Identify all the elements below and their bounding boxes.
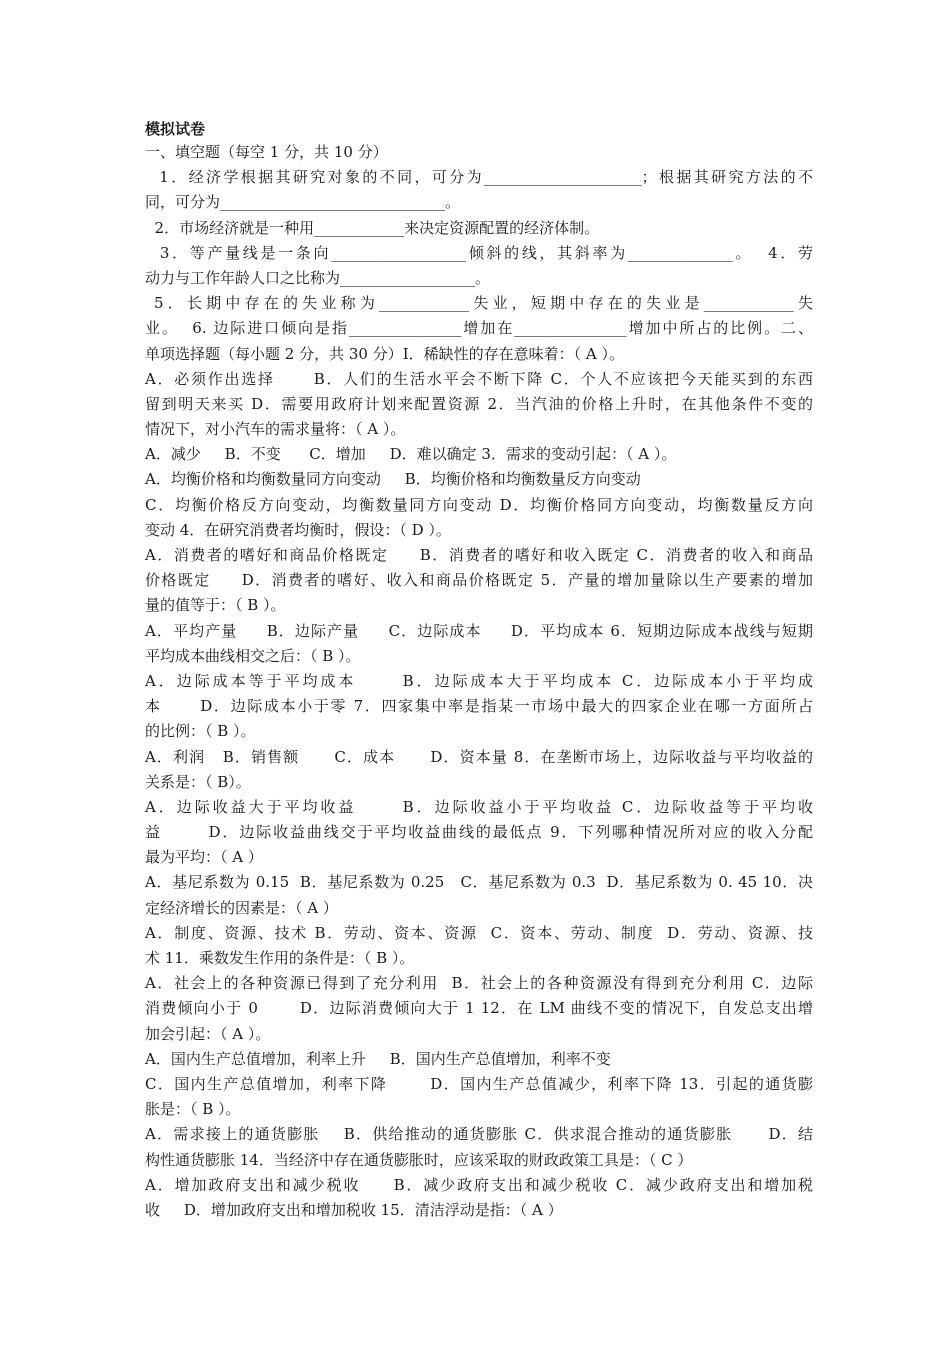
text-line: 构性通货膨胀 14．当经济中存在通货膨胀时，应该采取的财政政策工具是：（ C ） <box>145 1150 693 1169</box>
text-line: 5．长期中存在的失业称为____________失业，短期中存在的失业是____________失 <box>145 294 813 313</box>
text-line: 的比例：（ B ）。 <box>145 722 256 741</box>
text-line: 加会引起：（ A ）。 <box>145 1024 271 1043</box>
text-line: 关系是：（ B）。 <box>145 772 251 791</box>
text-line: A．社会上的各种资源已得到了充分利用 B．社会上的各种资源没有得到充分利用 C．边际 <box>145 974 813 993</box>
text-line: 术 11．乘数发生作用的条件是：（ B ）。 <box>145 949 415 967</box>
text-line: 业。 6. 边际进口倾向是指_______________增加在_______________增加中所占的比例。二、 <box>145 319 813 338</box>
text-line: 价格既定 D．消费者的嗜好、收入和商品价格既定 5．产量的增加量除以生产要素的增加 <box>145 571 813 590</box>
text-line: 情况下，对小汽车的需求量将：（ A ）。 <box>145 420 406 439</box>
text-line: 胀是：（ B ）。 <box>145 1100 241 1119</box>
text-line: A．必须作出选择 B．人们的生活水平会不断下降 C．个人不应该把今天能买到的东西 <box>145 369 813 388</box>
text-line: 定经济增长的因素是：（ A ） <box>145 898 338 917</box>
exam-page <box>145 118 813 1223</box>
text-line: 量的值等于：（ B ）。 <box>145 596 286 615</box>
text-line: 收 D．增加政府支出和增加税收 15．清洁浮动是指：（ A ） <box>145 1200 563 1219</box>
text-line: 单项选择题（每小题 2 分，共 30 分）I．稀缺性的存在意味着：（ A ）。 <box>145 344 624 363</box>
text-line: 消费倾向小于 0 D．边际消费倾向大于 1 12．在 LM 曲线不变的情况下，自发总支出增 <box>145 999 813 1018</box>
text-line: A．边际收益大于平均收益 B．边际收益小于平均收益 C．边际收益等于平均收 <box>145 797 813 816</box>
text-line: 同，可分为______________________________。 <box>145 193 461 212</box>
text-line: C．均衡价格反方向变动，均衡数量同方向变动 D．均衡价格同方向变动，均衡数量反方向 <box>145 495 813 514</box>
text-line: A．国内生产总值增加，利率上升 B．国内生产总值增加，利率不变 <box>145 1049 611 1068</box>
text-line: 益 D．边际收益曲线交于平均收益曲线的最低点 9．下列哪种情况所对应的收入分配 <box>145 823 813 842</box>
text-line: A．需求接上的通货膨胀 B．供给推动的通货膨胀 C．供求混合推动的通货膨胀 D．结 <box>145 1125 813 1144</box>
exam-body <box>145 140 813 1223</box>
text-line: A．均衡价格和均衡数量同方向变动 B．均衡价格和均衡数量反方向变动 <box>145 470 641 489</box>
text-line: 3．等产量线是一条向__________________倾斜的线，其斜率为______________。 4．劳 <box>145 243 813 262</box>
text-line: 一、填空题（每空 1 分，共 10 分） <box>145 143 388 161</box>
text-line: 平均成本曲线相交之后：（ B ）。 <box>145 646 361 665</box>
text-line: A．平均产量 B．边际产量 C．边际成本 D．平均成本 6．短期边际成本战线与短期 <box>145 621 813 640</box>
text-line: A．利润 B．销售额 C．成本 D．资本量 8．在垄断市场上，边际收益与平均收益的 <box>145 747 813 766</box>
text-line: C．国内生产总值增加，利率下降 D．国内生产总值减少，利率下降 13．引起的通货膨 <box>145 1074 813 1093</box>
text-line: A．制度、资源、技术 B．劳动、资本、资源 C．资本、劳动、制度 D．劳动、资源、技 <box>145 923 813 942</box>
exam-title: 模拟试卷 <box>145 120 206 138</box>
text-line: 动力与工作年龄人口之比称为__________________。 <box>145 268 491 287</box>
text-line: A．基尼系数为 0.15 B．基尼系数为 0.25 C．基尼系数为 0.3 D．基尼系数为 0. 45 10．决 <box>145 873 813 892</box>
text-line: 本 D．边际成本小于零 7．四家集中率是指某一市场中最大的四家企业在哪一方面所占 <box>145 697 813 716</box>
text-line: 变动 4．在研究消费者均衡时，假设：（ D ）。 <box>145 520 451 539</box>
text-line: A．增加政府支出和减少税收 B．减少政府支出和减少税收 C．减少政府支出和增加税 <box>145 1175 813 1194</box>
text-line: 1．经济学根据其研究对象的不同，可分为_____________________；根据其研究方法的不 <box>145 168 813 187</box>
text-line: A．减少 B．不变 C．增加 D．难以确定 3．需求的变动引起：（ A ）。 <box>145 445 677 464</box>
text-line: 最为平均：（ A ） <box>145 848 263 867</box>
text-line: 2．市场经济就是一种用____________来决定资源配置的经济体制。 <box>145 218 600 237</box>
text-line: A．边际成本等于平均成本 B．边际成本大于平均成本 C．边际成本小于平均成 <box>145 671 813 690</box>
text-line: 留到明天来买 D．需要用政府计划来配置资源 2．当汽油的价格上升时，在其他条件不变的 <box>145 394 813 413</box>
text-line: A．消费者的嗜好和商品价格既定 B．消费者的嗜好和收入既定 C．消费者的收入和商品 <box>145 546 813 564</box>
